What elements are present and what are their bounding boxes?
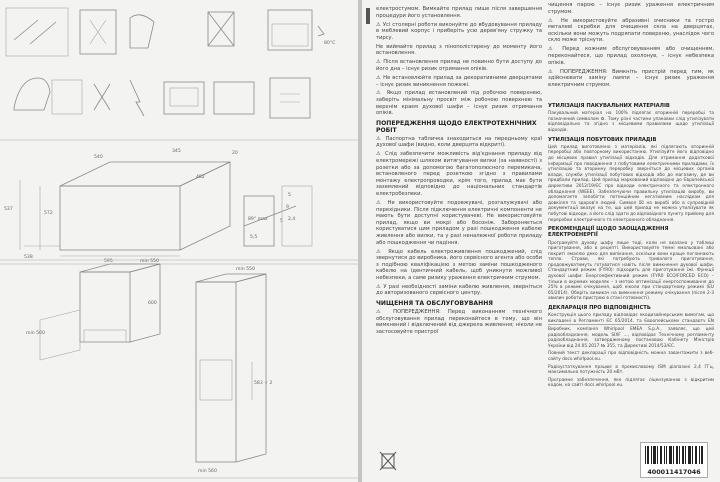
svg-text:min 560: min 560 xyxy=(26,331,45,336)
svg-text:min 560: min 560 xyxy=(198,469,217,474)
svg-text:min 550: min 550 xyxy=(140,259,159,264)
cabinet-drawing-left xyxy=(26,258,160,360)
packaging-icon xyxy=(52,80,82,114)
svg-text:5: 5 xyxy=(288,193,291,198)
paragraph: ⚠ Не використовуйте абразивні очисники та гостро металеві скребки для очищення скла на дверцятах, оскільки вони можуть подряпати поверхню, унаслідок чого скло може тріснути. xyxy=(548,17,714,44)
paragraph: електростумом. Вимкайте прилад лише після завершення процедури його установлення. xyxy=(376,6,542,19)
paragraph: ⚠ ПОПЕРЕДЖЕННЯ: Вимкніть пристрій перед тим, як здійснювати заміну лампи – існує ризик ураження електричним струмом. xyxy=(548,68,714,88)
paragraph: чищення парою – існує ризик ураження електричним струмом. xyxy=(548,2,714,15)
paragraph: ⚠ У разі необхідності заміни кабелю живлення, зверніться до авторизованого сервісного центру. xyxy=(376,283,542,297)
paragraph: ⚠ Усі столярні роботи виконуйте до вбудовування приладу в меблевий корпус і приберіть усю дерев'яну стружку та тирсу. xyxy=(376,21,542,41)
svg-text:20: 20 xyxy=(232,151,238,156)
person-icon xyxy=(130,15,154,48)
diagram-page xyxy=(0,0,358,482)
svg-text:5: 5 xyxy=(280,219,283,224)
installer-icon xyxy=(14,78,50,110)
oven-mounting-icon xyxy=(214,82,254,114)
paragraph: ⚠ Паспортна табличка знаходиться на передньому краї духової шафи (видно, коли дверцята відкриті). xyxy=(376,135,542,149)
cabinet-side-icon xyxy=(270,78,310,118)
svg-text:min 550: min 550 xyxy=(236,267,255,272)
electric-hazard-icon xyxy=(130,80,144,116)
section-heading: УТИЛІЗАЦІЯ ПАКУВАЛЬНИХ МАТЕРІАЛІВ xyxy=(548,103,670,109)
wheelie-bin-crossed-icon xyxy=(378,448,398,472)
paragraph: Програмуйте духову шафу лише тоді, коли не вказано у таблиці приготування, або в рецепті. Використовуйте темні емальовані або покриті емаллю деко для випікання, оскільки вони краще поглинають тепло. Страви, які потребують тривалого приготування, продовжуватимуть готуватися навіть після вимкнення духової шафи. Стандартний режим (FYR0): підходить для приготування їжі. Функції духової шафи: Енергоефективний режим (FYR0 ECO/FORCED ECO) – тільки в окремих моделях – з метою оптимізації енергоспоживання до 25% в режимі очікування, щоб ніколи при стандартному режимі (EU 65/2014). Оберіть вимикач на вимкнення режиму очікування (після 2-3 хвилин роботи пристрою в стані готовності). xyxy=(548,240,714,302)
paragraph: ⚠ Якщо кабель електроживлення пошкоджений, слід звернутися до виробника, його сервісного агента або особи з подібною кваліфікацією з метою заміни пошкодженого кабелю на ідентичний кабель, щоб уникнути можливої небезпеки, а саме ризику ураження електричним струмом. xyxy=(376,248,542,281)
door-detail-drawing xyxy=(244,186,312,246)
right-column-notes xyxy=(548,324,714,441)
paragraph: Не виймайте прилад з пінополістирену до моменту його встановлення. xyxy=(376,43,542,57)
oven-dimension-drawing xyxy=(4,148,238,264)
pictogram-row-1 xyxy=(6,8,335,56)
paragraph: Конструкція цього приладу відповідає екодизайнерським вимогам, що викладені в Регламенті ЄС 65/2014, та Європейському стандарту EN xyxy=(548,313,714,322)
paragraph: ⚠ ПОПЕРЕДЖЕННЯ: Перед виконанням технічного обслуговування прилад переконайтеся в тому, що він вимкнений і відключений від джерела живлення; ніколи не застосовуйте пристрої xyxy=(376,309,542,335)
cabinet-drawing-right xyxy=(196,266,273,474)
paragraph: ⚠ Не встановлюйте прилад за декоративними дверцятами – існує ризик виникнення пожежі. xyxy=(376,74,542,88)
note: Повний текст декларації про відповідність можна завантажити з веб-сайту docs.whirlpool.eu. xyxy=(548,351,714,362)
svg-text:583 ÷ 2: 583 ÷ 2 xyxy=(254,381,273,386)
barcode xyxy=(641,443,707,467)
section-heading: ЧИЩЕННЯ ТА ОБСЛУГОВУВАННЯ xyxy=(376,300,493,308)
prohibited-cross-icon xyxy=(94,84,110,110)
svg-text:482: 482 xyxy=(196,175,205,180)
section-heading: УТИЛІЗАЦІЯ ПОБУТОВИХ ПРИЛАДІВ xyxy=(548,136,657,143)
pictogram-row-2 xyxy=(14,78,310,118)
svg-text:600: 600 xyxy=(148,301,157,306)
paragraph: ⚠ Після встановлення прилад не повинно бути доступу до його дна – існує ризик отримання опіків. xyxy=(376,59,542,72)
svg-text:538: 538 xyxy=(24,255,33,260)
svg-text:595: 595 xyxy=(104,259,113,264)
oven-front-face xyxy=(60,186,180,250)
svg-text:540: 540 xyxy=(94,155,103,160)
paragraph: Пакувальний матеріал на 100% підлягає вторинній переробці та позначений символом ♻. Тому різні частини упаковки слід утилізувати відповідально та згідно з місцевими правилами щодо утилізації відходів. xyxy=(548,111,714,133)
right-column-top xyxy=(548,2,714,98)
middle-column xyxy=(376,6,542,476)
paragraph: ⚠ Не використовуйте подовжувачі, розгалужувачі або перехідники. Після підключення електричні компоненти не мають бути доступні користувачеві. Не використовуйте прилад, якщо ви мокрі або босоніж. Забороняється користуватися цим приладом у разі пошкодження кабелю живлення або вилки, та у разі неналежної роботи приладу або пошкодження чи падіння. xyxy=(376,199,542,246)
pictogram-tools-frame xyxy=(6,8,68,56)
note: Програмне забезпечення, яке підлягає ліцензуванню з відкритим кодом, на сайті docs.whirlpool.eu. xyxy=(548,377,714,389)
note: Радіоустаткування працює в промисловому ISM діапазоні 2,4 ГГц, максимальна потужність 20 мВт. xyxy=(548,364,714,376)
section-heading: РЕКОМЕНДАЦІЇ ЩОДО ЗАОЩАДЖЕННЯ ЕЛЕКТРОЕНЕРГІЇ xyxy=(548,226,669,239)
svg-text:537: 537 xyxy=(4,207,13,212)
pliers-icon xyxy=(30,22,56,44)
note: Виробник, компанія Whirlpool EMEA S.p.A., заявляє, що цей радіообладнання, модель SIXF ..., відповідає Технічному регламенту радіообладнання, затвердженому постановою Кабінету Міністрів України від 24.05.2017 № 355, та Директиві 2014/53/ЄС. xyxy=(548,327,714,349)
paragraph: Цей прилад виготовлено з матеріалів, які підлягають вторинній переробці або повторному використанню. Утилізуйте його відповідно до місцевих правил утилізації відходів. Для отримання додаткової інформації про поводження з побутовими електричними приладами, їх утилізацію та вторинну переробку зверніться до місцевих органів влади, служби утилізації побутових відходів або до магазину, де ви придбали прилад. Цей прилад маркований відповідно до Європейської директиви 2012/19/ЄС про відходи електричного та електронного обладнання (WEEE). Забезпечуючи правильну утилізацію виробу, ви допомагаєте запобігти потенційним негативним наслідкам для довкілля та здоров'я людей. Символ ⌧ на виробі або в супровідній документації вказує на те, що цей прилад не можна утилізувати як побутові відходи, а його слід здати до відповідного пункту прийому для переробки електричного та електронного обладнання. xyxy=(548,144,714,223)
page-tab-marker xyxy=(366,8,370,24)
svg-text:89° max: 89° max xyxy=(248,217,268,222)
text-page xyxy=(362,0,720,482)
svg-text:2,4: 2,4 xyxy=(288,217,296,222)
section-heading: ДЕКЛАРАЦІЯ ПРО ВІДПОВІДНІСТЬ xyxy=(548,305,651,312)
right-column-middle xyxy=(548,100,714,322)
paragraph: ⚠ Слід забезпечити можливість від'єднання приладу від електромережі шляхом витягування вилки (за наявності) з розетки або за допомогою багатополюсного перемикача, встановленого перед розеткою згідно з правилами монтажу електропроводки, крім того, прилад має бути заземлений відповідно до національних стандартів електробезпеки. xyxy=(376,151,542,197)
svg-text:9: 9 xyxy=(286,205,289,210)
barcode-number: 400011417046 xyxy=(647,468,701,476)
svg-text:572: 572 xyxy=(44,211,53,216)
paragraph: ⚠ Якщо прилад встановлений під робочою поверхнею, заберіть мінімальну просвіт між робочою поверхнею та верхнім краєм духової шафи – існує ризик отримання опіків. xyxy=(376,90,542,117)
arrow-icon xyxy=(318,26,324,36)
paragraph: ⚠ Перед кожним обслуговуванням або очищенням, переконайтеся, що прилад охолонув, – існує небезпека опіків. xyxy=(548,46,714,66)
barcode-label xyxy=(640,442,708,478)
svg-text:5,5: 5,5 xyxy=(250,235,258,240)
cabinet-icon xyxy=(268,10,312,50)
section-heading: ПОПЕРЕДЖЕННЯ ЩОДО ЕЛЕКТРОТЕХНІЧНИХ РОБІТ xyxy=(376,119,537,134)
temperature-rating: 80°C xyxy=(324,41,336,46)
installation-diagrams xyxy=(0,0,358,482)
screwdriver-icon xyxy=(14,20,38,40)
svg-text:345: 345 xyxy=(172,149,181,154)
